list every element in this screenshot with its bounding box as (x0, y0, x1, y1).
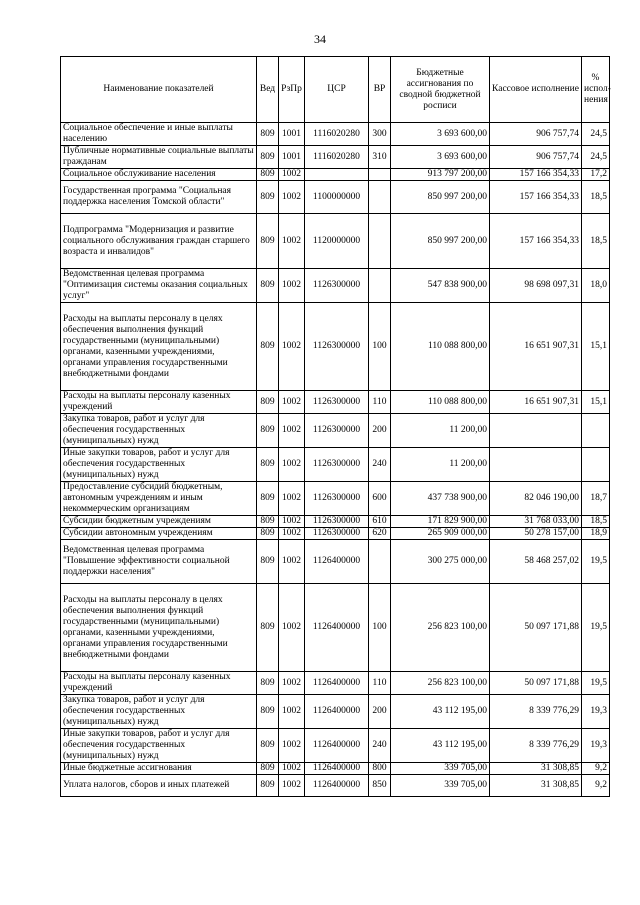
cell-name: Публичные нормативные социальные выплаты гражданам (61, 146, 257, 169)
cell-cash: 50 097 171,88 (490, 672, 582, 695)
cell-cash: 50 278 157,00 (490, 528, 582, 540)
cell-rzpr: 1002 (279, 214, 305, 269)
cell-vr: 310 (369, 146, 391, 169)
cell-name: Закупка товаров, работ и услуг для обеспечения государственных (муниципальных) нужд (61, 414, 257, 448)
cell-csr: 1120000000 (305, 214, 369, 269)
cell-csr: 1126300000 (305, 391, 369, 414)
cell-assign: 913 797 200,00 (391, 169, 490, 181)
cell-ved: 809 (257, 482, 279, 516)
table-row (61, 414, 610, 448)
cell-pct: 9,2 (582, 763, 610, 775)
cell-cash: 906 757,74 (490, 123, 582, 146)
cell-ved: 809 (257, 414, 279, 448)
table-row (61, 214, 610, 269)
page-number: 34 (314, 32, 326, 46)
cell-csr: 1126400000 (305, 729, 369, 763)
cell-cash: 906 757,74 (490, 146, 582, 169)
cell-name: Государственная программа "Социальная поддержка населения Томской области" (61, 181, 257, 214)
table-row (61, 181, 610, 214)
cell-pct: 9,2 (582, 775, 610, 797)
cell-vr (369, 214, 391, 269)
cell-ved: 809 (257, 516, 279, 528)
cell-name: Уплата налогов, сборов и иных платежей (61, 775, 257, 797)
cell-csr: 1126300000 (305, 448, 369, 482)
cell-ved: 809 (257, 214, 279, 269)
cell-rzpr: 1001 (279, 146, 305, 169)
cell-ved: 809 (257, 303, 279, 391)
cell-assign: 43 112 195,00 (391, 729, 490, 763)
cell-pct: 19,3 (582, 729, 610, 763)
cell-cash: 157 166 354,33 (490, 181, 582, 214)
cell-pct: 19,5 (582, 540, 610, 584)
cell-name: Предоставление субсидий бюджетным, автономным учреждениям и иным некоммерческим организациям (61, 482, 257, 516)
cell-pct: 15,1 (582, 391, 610, 414)
budget-table (60, 56, 610, 797)
table-row (61, 729, 610, 763)
cell-vr: 240 (369, 448, 391, 482)
cell-pct: 24,5 (582, 123, 610, 146)
cell-name: Расходы на выплаты персоналу казенных учреждений (61, 672, 257, 695)
table-row (61, 391, 610, 414)
cell-vr: 200 (369, 695, 391, 729)
cell-csr: 1126400000 (305, 695, 369, 729)
cell-pct: 24,5 (582, 146, 610, 169)
cell-assign: 850 997 200,00 (391, 214, 490, 269)
cell-pct: 15,1 (582, 303, 610, 391)
cell-assign: 110 088 800,00 (391, 391, 490, 414)
cell-name: Иные закупки товаров, работ и услуг для обеспечения государственных (муниципальных) нужд (61, 729, 257, 763)
header-assignments: Бюджетные ассигнования по сводной бюджетной росписи (391, 57, 490, 123)
cell-rzpr: 1002 (279, 775, 305, 797)
cell-pct: 18,9 (582, 528, 610, 540)
cell-assign: 256 823 100,00 (391, 584, 490, 672)
header-row (61, 57, 610, 123)
cell-vr: 800 (369, 763, 391, 775)
cell-rzpr: 1002 (279, 540, 305, 584)
cell-assign: 437 738 900,00 (391, 482, 490, 516)
cell-rzpr: 1002 (279, 303, 305, 391)
cell-pct: 19,3 (582, 695, 610, 729)
cell-cash: 58 468 257,02 (490, 540, 582, 584)
cell-pct: 19,5 (582, 584, 610, 672)
table-row (61, 516, 610, 528)
cell-rzpr: 1002 (279, 729, 305, 763)
cell-rzpr: 1002 (279, 695, 305, 729)
cell-rzpr: 1002 (279, 528, 305, 540)
cell-csr: 1126400000 (305, 763, 369, 775)
cell-vr: 240 (369, 729, 391, 763)
cell-rzpr: 1002 (279, 482, 305, 516)
cell-assign: 300 275 000,00 (391, 540, 490, 584)
cell-vr: 110 (369, 672, 391, 695)
cell-name: Иные закупки товаров, работ и услуг для обеспечения государственных (муниципальных) нужд (61, 448, 257, 482)
table-row (61, 540, 610, 584)
cell-vr: 200 (369, 414, 391, 448)
cell-name: Закупка товаров, работ и услуг для обеспечения государственных (муниципальных) нужд (61, 695, 257, 729)
cell-cash: 31 768 033,00 (490, 516, 582, 528)
cell-csr: 1126300000 (305, 414, 369, 448)
cell-pct: 18,5 (582, 516, 610, 528)
header-ved: Вед (257, 57, 279, 123)
cell-csr: 1126400000 (305, 540, 369, 584)
cell-cash: 98 698 097,31 (490, 269, 582, 303)
cell-ved: 809 (257, 391, 279, 414)
header-vr: ВР (369, 57, 391, 123)
table-row (61, 269, 610, 303)
cell-ved: 809 (257, 269, 279, 303)
cell-pct (582, 414, 610, 448)
table-row (61, 123, 610, 146)
header-cash-execution: Кассовое исполнение (490, 57, 582, 123)
cell-ved: 809 (257, 695, 279, 729)
cell-pct: 18,0 (582, 269, 610, 303)
table-row (61, 146, 610, 169)
cell-rzpr: 1002 (279, 181, 305, 214)
cell-csr: 1126400000 (305, 775, 369, 797)
table-row (61, 448, 610, 482)
cell-vr: 300 (369, 123, 391, 146)
cell-cash: 82 046 190,00 (490, 482, 582, 516)
cell-rzpr: 1002 (279, 516, 305, 528)
cell-name: Ведомственная целевая программа "Повышение эффективности социальной поддержки населения" (61, 540, 257, 584)
cell-vr (369, 181, 391, 214)
cell-cash: 50 097 171,88 (490, 584, 582, 672)
cell-assign: 256 823 100,00 (391, 672, 490, 695)
cell-rzpr: 1002 (279, 763, 305, 775)
cell-cash (490, 448, 582, 482)
cell-ved: 809 (257, 123, 279, 146)
cell-vr: 610 (369, 516, 391, 528)
table-row (61, 763, 610, 775)
cell-name: Расходы на выплаты персоналу в целях обеспечения выполнения функций государственными (муниципальными) органами, казенными учреждениями, органами управления государственными внебюджетными фондами (61, 584, 257, 672)
cell-assign: 3 693 600,00 (391, 123, 490, 146)
cell-rzpr: 1002 (279, 169, 305, 181)
cell-ved: 809 (257, 729, 279, 763)
cell-ved: 809 (257, 775, 279, 797)
cell-csr: 1126300000 (305, 269, 369, 303)
cell-rzpr: 1002 (279, 391, 305, 414)
cell-vr: 620 (369, 528, 391, 540)
cell-csr: 1100000000 (305, 181, 369, 214)
cell-pct: 19,5 (582, 672, 610, 695)
cell-rzpr: 1002 (279, 269, 305, 303)
cell-assign: 11 200,00 (391, 448, 490, 482)
cell-name: Социальное обеспечение и иные выплаты населению (61, 123, 257, 146)
cell-csr: 1126300000 (305, 528, 369, 540)
table-row (61, 169, 610, 181)
cell-cash (490, 414, 582, 448)
cell-vr: 100 (369, 584, 391, 672)
cell-ved: 809 (257, 540, 279, 584)
cell-rzpr: 1002 (279, 448, 305, 482)
table-row (61, 482, 610, 516)
cell-assign: 339 705,00 (391, 775, 490, 797)
table-row (61, 528, 610, 540)
table-row (61, 303, 610, 391)
cell-csr: 1126400000 (305, 672, 369, 695)
cell-cash: 31 308,85 (490, 775, 582, 797)
cell-name: Субсидии автономным учреждениям (61, 528, 257, 540)
table-row (61, 695, 610, 729)
cell-vr (369, 169, 391, 181)
header-name: Наименование показателей (61, 57, 257, 123)
cell-pct: 18,5 (582, 214, 610, 269)
cell-name: Подпрограмма "Модернизация и развитие социального обслуживания граждан старшего возраста и инвалидов" (61, 214, 257, 269)
header-rzpr: РзПр (279, 57, 305, 123)
cell-ved: 809 (257, 181, 279, 214)
cell-rzpr: 1002 (279, 414, 305, 448)
cell-assign: 11 200,00 (391, 414, 490, 448)
cell-vr (369, 269, 391, 303)
cell-rzpr: 1001 (279, 123, 305, 146)
cell-pct: 18,5 (582, 181, 610, 214)
cell-assign: 547 838 900,00 (391, 269, 490, 303)
cell-assign: 850 997 200,00 (391, 181, 490, 214)
cell-name: Иные бюджетные ассигнования (61, 763, 257, 775)
table-row (61, 672, 610, 695)
header-percent: % испол-нения (582, 57, 610, 123)
cell-ved: 809 (257, 763, 279, 775)
cell-cash: 16 651 907,31 (490, 391, 582, 414)
cell-ved: 809 (257, 584, 279, 672)
cell-name: Ведомственная целевая программа "Оптимизация системы оказания социальных услуг" (61, 269, 257, 303)
cell-vr: 850 (369, 775, 391, 797)
cell-cash: 157 166 354,33 (490, 214, 582, 269)
cell-csr: 1126300000 (305, 303, 369, 391)
cell-pct (582, 448, 610, 482)
cell-csr: 1126400000 (305, 584, 369, 672)
cell-assign: 110 088 800,00 (391, 303, 490, 391)
cell-cash: 31 308,85 (490, 763, 582, 775)
cell-ved: 809 (257, 448, 279, 482)
cell-csr: 1116020280 (305, 146, 369, 169)
cell-csr: 1116020280 (305, 123, 369, 146)
cell-name: Расходы на выплаты персоналу в целях обеспечения выполнения функций государственными (муниципальными) органами, казенными учреждениями, органами управления государственными внебюджетными фондами (61, 303, 257, 391)
cell-name: Социальное обслуживание населения (61, 169, 257, 181)
cell-cash: 8 339 776,29 (490, 729, 582, 763)
cell-ved: 809 (257, 169, 279, 181)
cell-rzpr: 1002 (279, 584, 305, 672)
cell-assign: 339 705,00 (391, 763, 490, 775)
cell-vr: 600 (369, 482, 391, 516)
cell-vr: 100 (369, 303, 391, 391)
cell-csr: 1126300000 (305, 482, 369, 516)
cell-csr: 1126300000 (305, 516, 369, 528)
cell-ved: 809 (257, 146, 279, 169)
cell-pct: 18,7 (582, 482, 610, 516)
cell-assign: 265 909 000,00 (391, 528, 490, 540)
table-row (61, 584, 610, 672)
cell-rzpr: 1002 (279, 672, 305, 695)
cell-vr: 110 (369, 391, 391, 414)
cell-name: Расходы на выплаты персоналу казенных учреждений (61, 391, 257, 414)
cell-assign: 171 829 900,00 (391, 516, 490, 528)
cell-name: Субсидии бюджетным учреждениям (61, 516, 257, 528)
cell-cash: 157 166 354,33 (490, 169, 582, 181)
cell-cash: 16 651 907,31 (490, 303, 582, 391)
table-body (61, 123, 610, 797)
table-row (61, 775, 610, 797)
cell-ved: 809 (257, 528, 279, 540)
cell-assign: 3 693 600,00 (391, 146, 490, 169)
cell-vr (369, 540, 391, 584)
cell-csr (305, 169, 369, 181)
cell-assign: 43 112 195,00 (391, 695, 490, 729)
header-csr: ЦСР (305, 57, 369, 123)
cell-cash: 8 339 776,29 (490, 695, 582, 729)
cell-ved: 809 (257, 672, 279, 695)
cell-pct: 17,2 (582, 169, 610, 181)
